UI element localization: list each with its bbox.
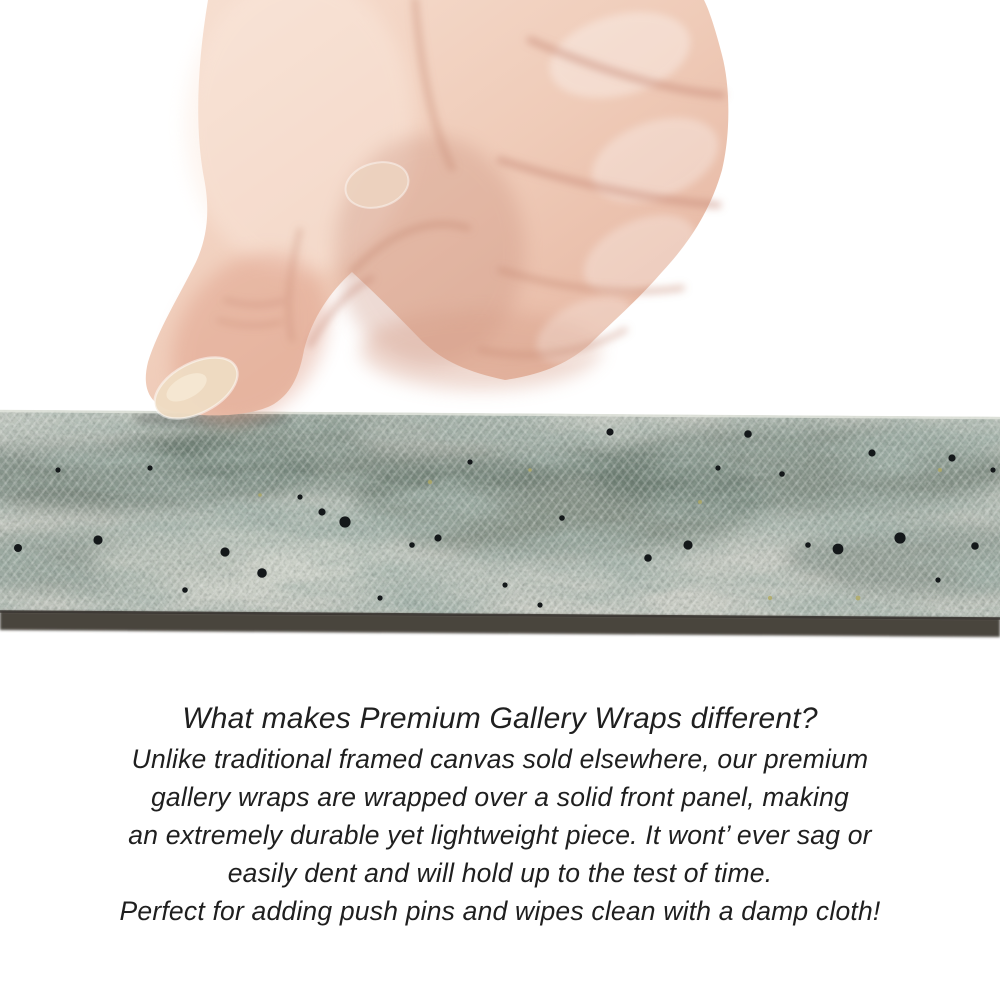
caption-line-5: Perfect for adding push pins and wipes clean with a damp cloth! xyxy=(119,896,881,926)
hand xyxy=(140,0,730,454)
caption-block xyxy=(0,698,1000,930)
canvas-texture xyxy=(0,395,1000,635)
caption-line-1: Unlike traditional framed canvas sold elsewhere, our premium xyxy=(131,744,869,774)
caption-heading: What makes Premium Gallery Wraps different? xyxy=(182,702,818,735)
caption-line-2: gallery wraps are wrapped over a solid front panel, making xyxy=(150,782,849,812)
caption-line-4: easily dent and will hold up to the test of time. xyxy=(227,858,773,888)
caption-line-3: an extremely durable yet lightweight piece. It wont’ ever sag or xyxy=(128,820,872,850)
canvas-strip xyxy=(0,395,1000,637)
